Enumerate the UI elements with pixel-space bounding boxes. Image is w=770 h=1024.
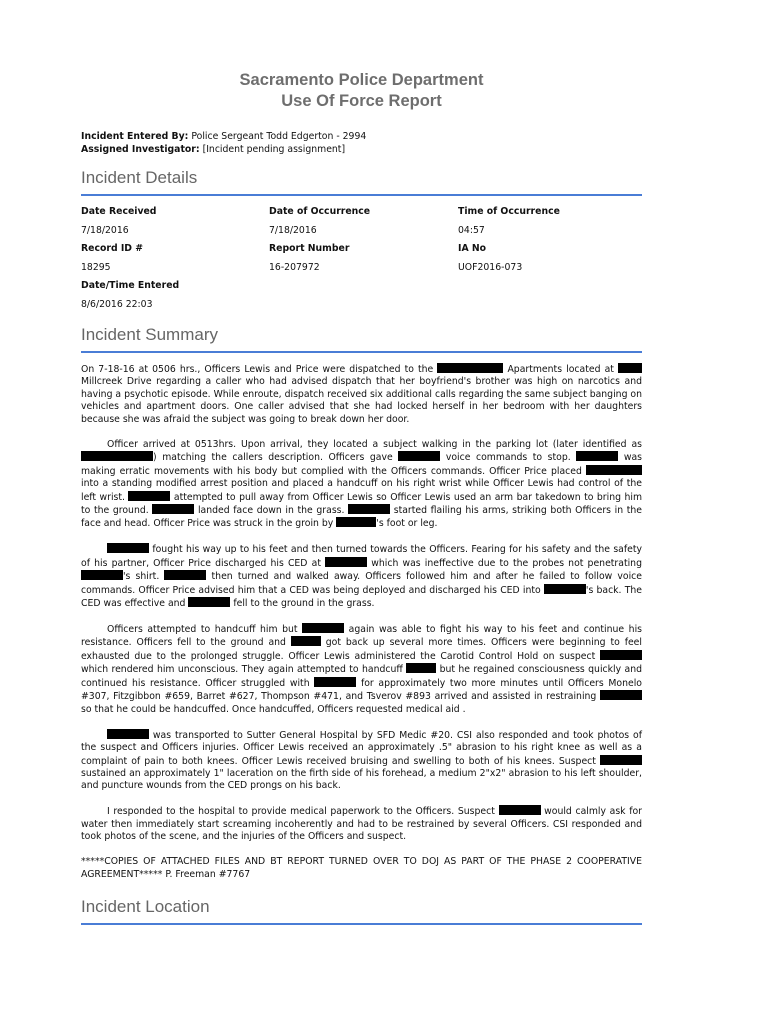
redaction-block [348,504,390,514]
investigator-label: Assigned Investigator: [81,143,200,155]
redaction-block [576,451,618,461]
ia-no-label: IA No [458,243,487,254]
redaction-block [128,491,170,501]
entered-by-row [81,131,642,144]
report-type: Use Of Force Report [281,92,442,110]
ia-no-value: UOF2016-073 [458,261,523,273]
record-id-label: Record ID # [81,243,144,254]
copies-note: *****COPIES OF ATTACHED FILES AND BT REPORT TURNED OVER TO DOJ AS PART OF THE PHASE 2 COOPERATIVE AGREEMENT***** P. Freeman #7767 [81,856,642,880]
report-number-label: Report Number [269,243,350,254]
redaction-block [600,755,642,765]
date-time-entered-value: 8/6/2016 22:03 [81,298,153,310]
redaction-block [152,504,194,514]
time-of-occurrence-value: 04:57 [458,224,485,236]
department-name: Sacramento Police Department [239,71,484,89]
summary-paragraph: was transported to Sutter General Hospital by SFD Medic #20. CSI also responded and took photos of the suspect and Officers injuries. Officer Lewis received an approximately .5" abrasion to his right knee as well as a complaint of pain to both knees. Officer Lewis received bruising and swelling to both of his knees. Suspect sustained an approximately 1" laceration on the firth side of his forehead, a medium 2"x2" abrasion to his left shoulder, and puncture wounds from the CED prongs on his back. [81,729,642,792]
summary-paragraph: Officer arrived at 0513hrs. Upon arrival, they located a subject walking in the parking lot (later identified as ) matching the callers description. Officers gave voice commands to stop. was making erratic movements with his body but complied with the Officers commands. Officer Price placed into a standing modified arrest position and placed a handcuff on his right wrist while Officer Lewis had control of the left wrist. attempted to pull away from Officer Lewis so Officer Lewis used an arm bar takedown to bring him to the ground. landed face down in the grass. started flailing his arms, striking both Officers in the face and head. Officer Price was struck in the groin by 's foot or leg. [81,438,643,530]
incident-summary-body [81,363,642,881]
redaction-block [188,597,230,607]
redaction-block [107,543,149,553]
redaction-block [586,465,642,475]
redaction-block [81,451,153,461]
date-received-label: Date Received [81,206,157,217]
report-meta [81,131,642,156]
redaction-block [336,517,376,527]
time-of-occurrence-label: Time of Occurrence [458,206,560,217]
summary-paragraph: I responded to the hospital to provide medical paperwork to the Officers. Suspect would calmly ask for water then immediately start screaming incoherently and had to be restrained by several Officers. CSI responded and took photos of the scene, and the injuries of the Officers and suspect. [81,806,642,843]
record-id-value: 18295 [81,261,111,273]
redaction-block [398,451,440,461]
redaction-block [499,805,541,815]
summary-paragraph: Officers attempted to handcuff him but again was able to fight his way to his feet and continue his resistance. Officers fell to the ground and got back up several more times. Officers were beginning to feel exhausted due to the prolonged struggle. Officer Lewis administered the Carotid Control Hold on suspect which rendered him unconscious. They again attempted to handcuff but he regained consciousness quickly and continued his resistance. Officer struggled with for approximately two more minutes until Officers Monelo #307, Fitzgibbon #659, Barret #627, Thompson #471, and Tsverov #893 arrived and assisted in restraining so that he could be handcuffed. Once handcuffed, Officers requested medical aid . [81,624,643,715]
incident-summary-heading: Incident Summary [81,325,642,353]
redaction-block [325,557,367,567]
summary-paragraph: fought his way up to his feet and then turned towards the Officers. Fearing for his safety and the safety of his partner, Officer Price discharged his CED at which was ineffective due to the probes not penetrating 's shirt. then turned and walked away. Officers followed him and after he failed to follow voice commands. Officer Price advised him that a CED was being deployed and discharged his CED into 's back. The CED was effective and fell to the ground in the grass. [81,544,642,610]
redaction-block [600,690,642,700]
redaction-block [107,729,149,739]
redaction-block [302,623,344,633]
investigator-value: [Incident pending assignment] [202,143,346,155]
summary-paragraph: On 7-18-16 at 0506 hrs., Officers Lewis and Price were dispatched to the Apartments located at Millcreek Drive regarding a caller who had advised dispatch that her boyfriend's brother was high on narcotics and having a psychotic episode. While enroute, dispatch received six additional calls regarding the same subject banging on vehicles and apartment doors. One caller advised that she had locked herself in her bedroom with her daughters because she was afraid the subject was going to break down her door. [81,364,642,425]
report-page [81,70,642,925]
redaction-block [544,584,586,594]
date-of-occurrence-label: Date of Occurrence [269,206,371,217]
incident-location-heading: Incident Location [81,897,642,925]
redaction-block [291,636,321,646]
date-received-value: 7/18/2016 [81,224,129,236]
redaction-block [406,663,436,673]
redaction-block [600,650,642,660]
entered-by-value: Police Sergeant Todd Edgerton - 2994 [191,131,367,142]
redaction-block [164,570,206,580]
redaction-block [437,363,503,373]
report-number-value: 16-207972 [269,261,320,273]
redaction-block [81,570,123,580]
date-time-entered-label: Date/Time Entered [81,280,180,291]
entered-by-label: Incident Entered By: [81,131,189,142]
redaction-block [618,363,642,373]
redaction-block [314,677,356,687]
date-of-occurrence-value: 7/18/2016 [269,224,317,236]
investigator-row [81,144,642,157]
incident-details-grid [81,206,642,317]
report-title [81,70,642,112]
incident-details-heading: Incident Details [81,168,642,196]
